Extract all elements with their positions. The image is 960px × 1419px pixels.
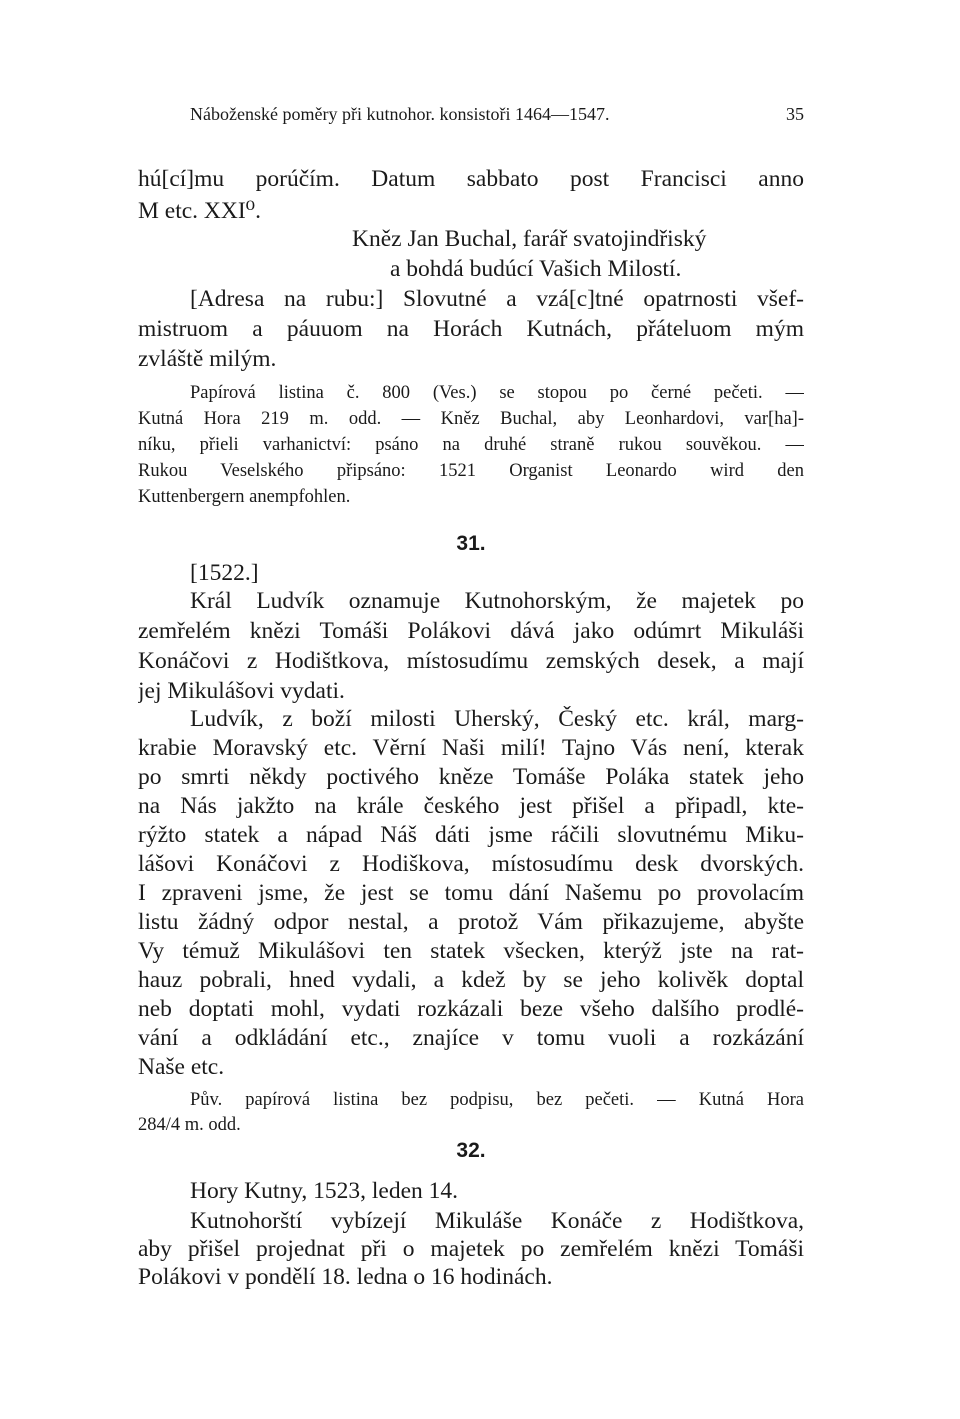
doc31-text: na Nás jakžto na krále českého jest přišel a připadl, kte- <box>138 793 804 819</box>
doc31-note: 284/4 m. odd. <box>138 1115 241 1135</box>
doc31-text: Naše etc. <box>138 1054 225 1080</box>
doc31-text: Vy témuž Mikulášovi ten statek všecken, kterýž jste na rat- <box>138 938 804 964</box>
doc30-note: níku, přieli varhanictví: psáno na druhé straně rukou souvěkou. — <box>138 435 804 455</box>
doc30-note: Rukou Veselského připsáno: 1521 Organist Leonardo wird den <box>138 461 804 481</box>
doc31-text: vání a odkládání etc., znajíce v tomu vuoli a rozkázání <box>138 1025 804 1051</box>
doc32-summary: aby přišel projednat při o majetek po zemřelém knězi Tomáši <box>138 1236 804 1262</box>
doc32-summary: Kutnohorští vybízejí Mikuláše Konáče z Hodištkova, <box>190 1208 804 1234</box>
doc30-note: Papírová listina č. 800 (Ves.) se stopou po černé pečeti. — <box>190 383 804 403</box>
doc31-summary: Král Ludvík oznamuje Kutnohorským, že majetek po <box>190 588 804 614</box>
doc31-date: [1522.] <box>190 560 259 586</box>
doc32-number: 32. <box>456 1139 486 1162</box>
doc30-signature: Kněz Jan Buchal, farář svatojindřiský <box>352 226 707 252</box>
doc31-text: listu žádný odpor nestal, a protož Vám přikazujeme, abyšte <box>138 909 804 935</box>
doc31-text: Ludvík, z boží milosti Uherský, Český etc. král, marg- <box>190 706 804 732</box>
doc32-summary: Polákovi v pondělí 18. ledna o 16 hodinách. <box>138 1264 553 1290</box>
doc30-address: mistruom a páuuom na Horách Kutnách, přáteluom mým <box>138 316 804 342</box>
page-number: 35 <box>786 104 804 124</box>
doc31-summary: jej Mikulášovi vydati. <box>138 678 345 704</box>
doc30-address: [Adresa na rubu:] Slovutné a vzá[c]tné opatrnosti všef- <box>190 286 804 312</box>
doc30-signature: a bohdá budúcí Vašich Milostí. <box>390 256 682 282</box>
doc31-text: I zpraveni jsme, že jest se tomu dání Našemu po provolacím <box>138 880 804 906</box>
running-header-title: Náboženské poměry při kutnohor. konsistoři 1464—1547. <box>190 104 610 124</box>
doc32-date: Hory Kutny, 1523, leden 14. <box>190 1178 459 1204</box>
running-header <box>138 104 804 128</box>
doc30-line: M etc. XXI⁰. <box>138 198 261 224</box>
doc31-note: Pův. papírová listina bez podpisu, bez pečeti. — Kutná Hora <box>190 1090 804 1110</box>
doc31-text: po smrti někdy poctivého kněze Tomáše Poláka statek jeho <box>138 764 804 790</box>
doc31-number: 31. <box>456 532 486 555</box>
doc30-address: zvláště milým. <box>138 346 277 372</box>
doc31-summary: Konáčovi z Hodištkova, místosudímu zemských desek, a mají <box>138 648 804 674</box>
doc30-line: hú[cí]mu porúčím. Datum sabbato post Francisci anno <box>138 166 804 192</box>
doc31-text: lášovi Konáčovi z Hodiškova, místosudímu desk dvorských. <box>138 851 804 877</box>
doc30-note: Kuttenbergern anempfohlen. <box>138 487 351 507</box>
doc31-text: hauz pobrali, hned vydali, a kdež by se jeho kolivěk doptal <box>138 967 804 993</box>
doc30-note: Kutná Hora 219 m. odd. — Kněz Buchal, aby Leonhardovi, var[ha]- <box>138 409 804 429</box>
doc31-text: neb doptati mohl, vydati rozkázali beze všeho dalšího prodlé- <box>138 996 804 1022</box>
doc31-text: krabie Moravský etc. Věrní Naši milí! Tajno Vás není, kterak <box>138 735 804 761</box>
doc31-text: rýžto statek a nápad Náš dáti jsme ráčili slovutnému Miku- <box>138 822 804 848</box>
doc31-summary: zemřelém knězi Tomáši Polákovi dává jako odúmrt Mikuláši <box>138 618 804 644</box>
